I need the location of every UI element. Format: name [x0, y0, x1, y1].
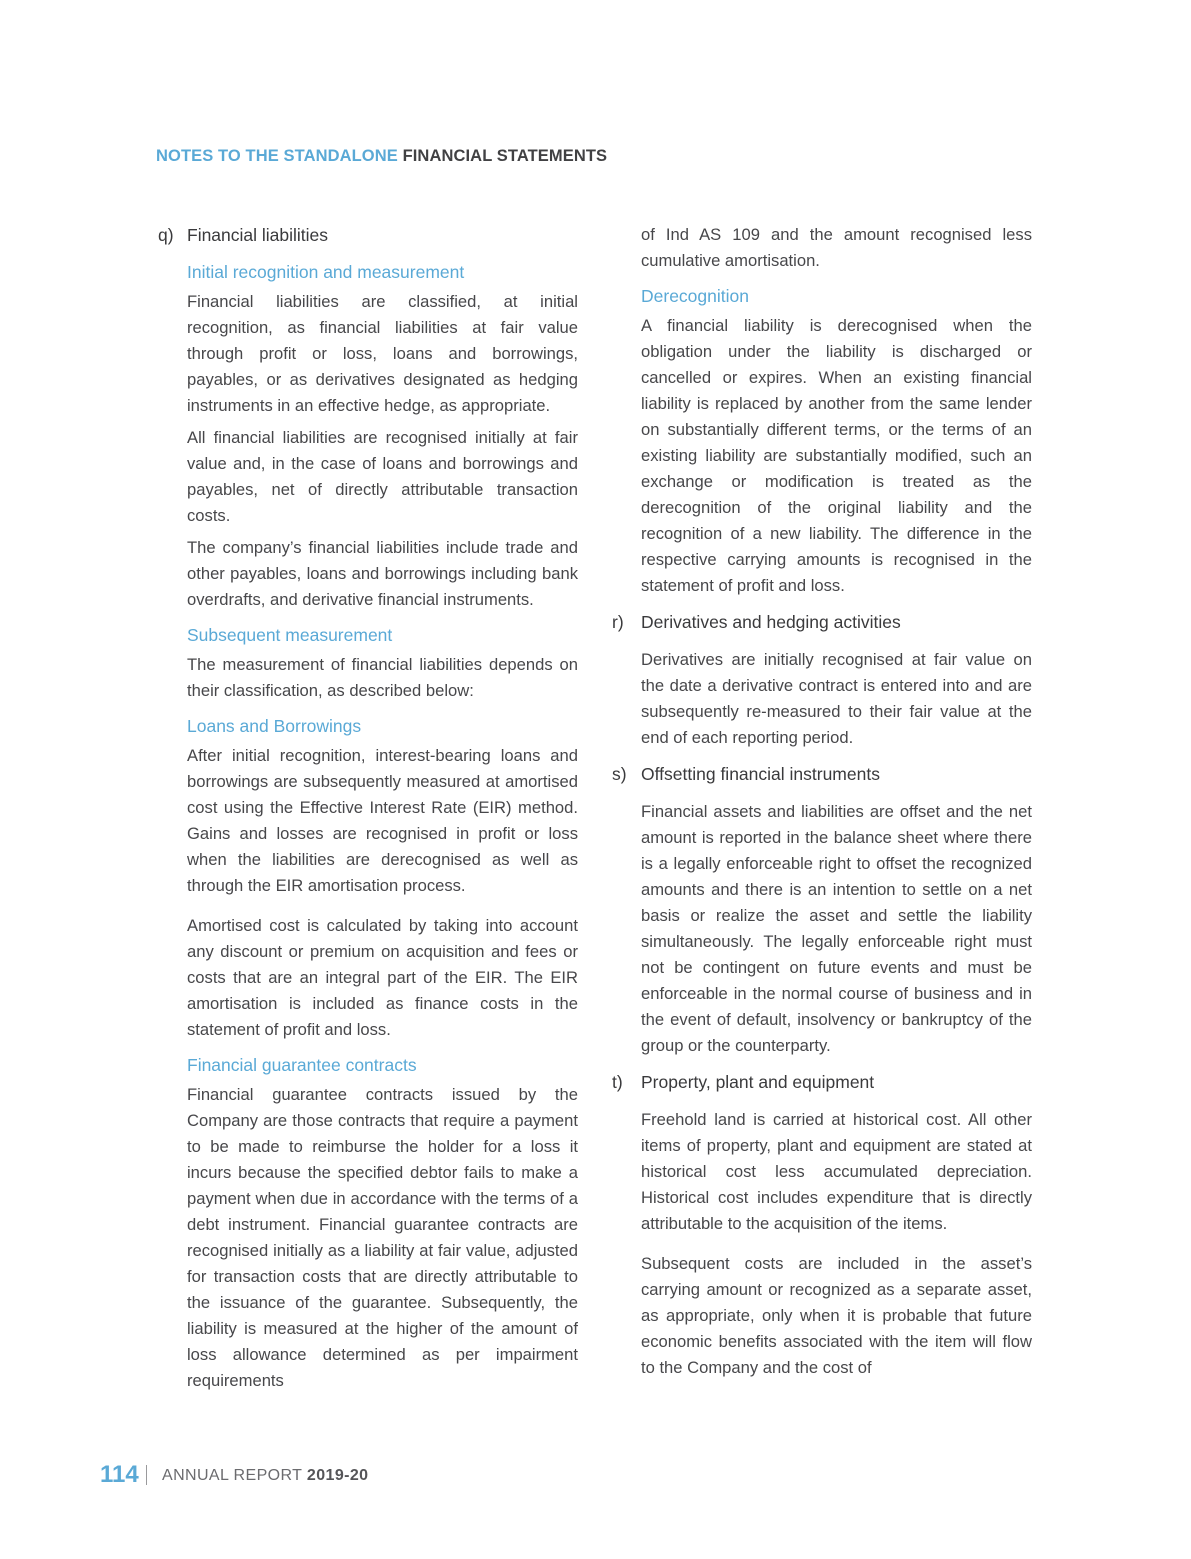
derecognition-heading: Derecognition [641, 286, 749, 306]
property-paragraph-2: Subsequent costs are included in the asset’s carrying amount or recognized as a separate asset, as appropriate, only when it is probable that future economic benefits associated with the item will flow to the Company and the cost of [641, 1254, 1032, 1377]
loans-borrowings-heading: Loans and Borrowings [187, 716, 362, 736]
section-s-title: Offsetting financial instruments [641, 764, 880, 784]
right-column [610, 222, 1032, 1387]
offsetting-paragraph: Financial assets and liabilities are offset and the net amount is reported in the balance sheet where there is a legally enforceable right to offset the recognized amounts and there is an intention to settle on a net basis or realize the asset and settle the liability simultaneously. The legally enforceable right must not be contingent on future events and must be enforceable in the normal course of business and in the event of default, insolvency or bankruptcy of the group or the counterparty. [641, 802, 1032, 1055]
section-q-title: Financial liabilities [187, 225, 329, 245]
section-r-title: Derivatives and hedging activities [641, 612, 901, 632]
section-r-letter: r) [612, 612, 624, 632]
section-s-letter: s) [612, 764, 627, 784]
report-label [162, 1461, 368, 1491]
guarantee-continued-paragraph: of Ind AS 109 and the amount recognised less cumulative amortisation. [641, 225, 1032, 270]
report-label-text: ANNUAL REPORT [162, 1467, 303, 1484]
financial-guarantee-paragraph: Financial guarantee contracts issued by the Company are those contracts that require a payment to be made to reimburse the holder for a loss it incurs because the specified debtor fails to make a payment when due in accordance with the terms of a debt instrument. Financial guarantee contracts are recognised initially as a liability at fair value, adjusted for transaction costs that are directly attributable to the issuance of the guarantee. Subsequently, the liability is measured at the higher of the amount of loss allowance determined as per impairment requirements [187, 1085, 578, 1390]
header-title-highlight: NOTES TO THE STANDALONE [156, 147, 398, 165]
section-t-letter: t) [612, 1072, 623, 1092]
section-q-letter: q) [158, 225, 174, 245]
financial-guarantee-heading: Financial guarantee contracts [187, 1055, 417, 1075]
derivatives-paragraph: Derivatives are initially recognised at fair value on the date a derivative contract is entered into and are subsequently re-measured to their fair value at the end of each reporting period. [641, 650, 1032, 747]
section-s-heading [610, 761, 1032, 787]
section-t-title: Property, plant and equipment [641, 1072, 875, 1092]
initial-recognition-paragraph-1: Financial liabilities are classified, at initial recognition, as financial liabilities at fair value through profit or loss, loans and borrowings, payables, or as derivatives designated as hedging instruments in an effective hedge, as appropriate. [187, 292, 578, 415]
subsequent-measurement-paragraph: The measurement of financial liabilities depends on their classification, as described below: [187, 655, 578, 700]
section-q-heading [156, 222, 578, 248]
page-number: 114 [100, 1461, 139, 1488]
section-r-heading [610, 609, 1032, 635]
footer-divider [146, 1465, 147, 1485]
initial-recognition-paragraph-2: All financial liabilities are recognised initially at fair value and, in the case of loans and borrowings and payables, net of directly attributable transaction costs. [187, 428, 578, 525]
section-t-heading [610, 1069, 1032, 1095]
page-header [156, 147, 607, 166]
property-paragraph-1: Freehold land is carried at historical cost. All other items of property, plant and equipment are stated at historical cost less accumulated depreciation. Historical cost includes expenditure that is directly attributable to the acquisition of the items. [641, 1110, 1032, 1233]
left-column [156, 222, 578, 1400]
derecognition-paragraph: A financial liability is derecognised when the obligation under the liability is discharged or cancelled or expires. When an existing financial liability is replaced by another from the same lender on substantially different terms, or the terms of an existing liability are substantially modified, such an exchange or modification is treated as the derecognition of the original liability and the recognition of a new liability. The difference in the respective carrying amounts is recognised in the statement of profit and loss. [641, 316, 1032, 595]
loans-borrowings-paragraph-2: Amortised cost is calculated by taking into account any discount or premium on acquisition and fees or costs that are an integral part of the EIR. The EIR amortisation is included as finance costs in the statement of profit and loss. [187, 916, 578, 1039]
header-title-rest: FINANCIAL STATEMENTS [402, 147, 608, 165]
subsequent-measurement-heading: Subsequent measurement [187, 625, 393, 645]
initial-recognition-paragraph-3: The company’s financial liabilities include trade and other payables, loans and borrowings including bank overdrafts, and derivative financial instruments. [187, 538, 578, 609]
loans-borrowings-paragraph-1: After initial recognition, interest-bearing loans and borrowings are subsequently measured at amortised cost using the Effective Interest Rate (EIR) method. Gains and losses are recognised in profit or loss when the liabilities are derecognised as well as through the EIR amortisation process. [187, 746, 578, 895]
report-year: 2019-20 [306, 1467, 369, 1484]
initial-recognition-heading: Initial recognition and measurement [187, 262, 465, 282]
